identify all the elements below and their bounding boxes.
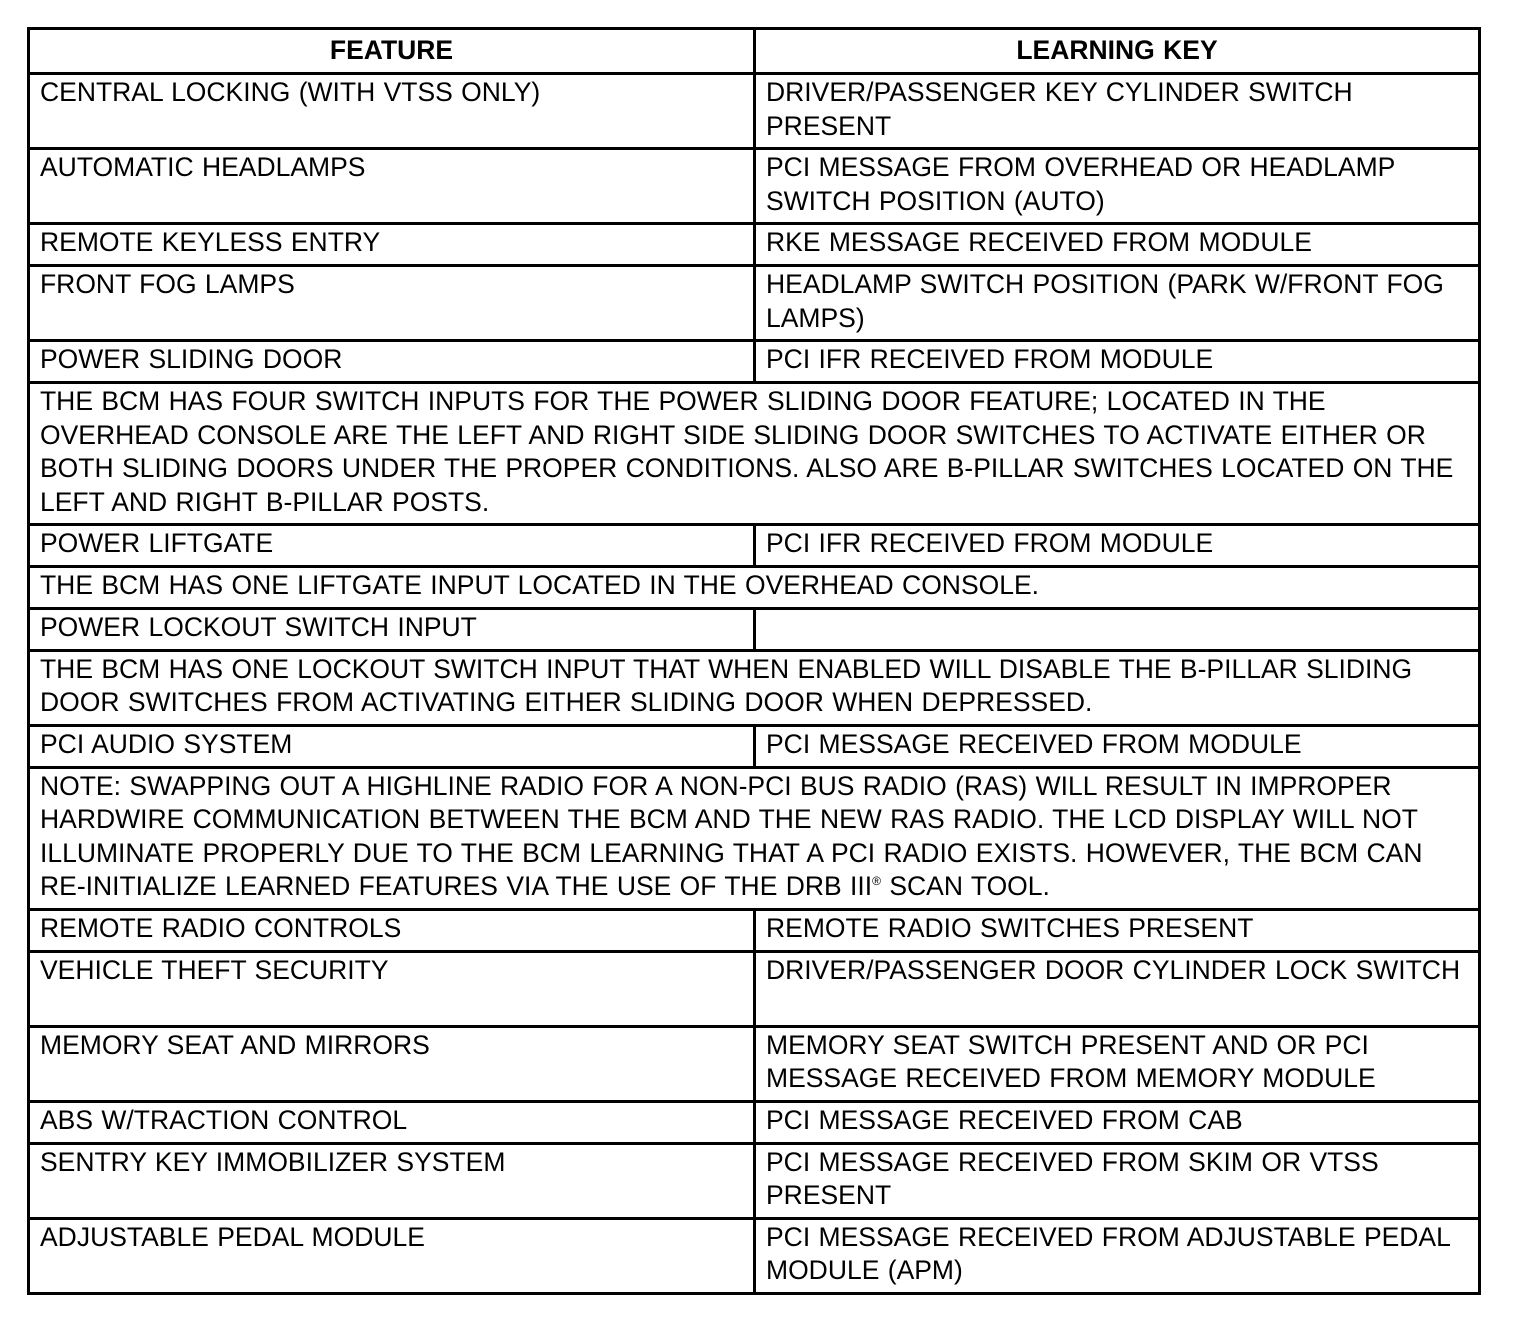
table-note-row [29, 650, 1480, 725]
table-row [29, 525, 1480, 567]
feature-cell: REMOTE RADIO CONTROLS [29, 909, 755, 951]
header-feature: FEATURE [29, 29, 755, 74]
note-cell [29, 767, 1480, 909]
feature-cell: CENTRAL LOCKING (WITH VTSS ONLY) [29, 74, 755, 149]
table-row [29, 74, 1480, 149]
learning-key-cell: PCI MESSAGE RECEIVED FROM SKIM OR VTSS PRESENT [755, 1143, 1480, 1218]
feature-learning-table [27, 27, 1481, 1295]
table-row [29, 1143, 1480, 1218]
table-row [29, 266, 1480, 341]
learning-key-cell: DRIVER/PASSENGER DOOR CYLINDER LOCK SWITCH [755, 951, 1480, 1026]
learning-key-cell: PCI MESSAGE RECEIVED FROM MODULE [755, 725, 1480, 767]
learning-key-cell: PCI IFR RECEIVED FROM MODULE [755, 341, 1480, 383]
note-cell: THE BCM HAS ONE LOCKOUT SWITCH INPUT THAT WHEN ENABLED WILL DISABLE THE B-PILLAR SLIDING DOOR SWITCHES FROM ACTIVATING EITHER SLIDING DOOR WHEN DEPRESSED. [29, 650, 1480, 725]
learning-key-cell: RKE MESSAGE RECEIVED FROM MODULE [755, 224, 1480, 266]
feature-cell: AUTOMATIC HEADLAMPS [29, 149, 755, 224]
feature-cell: VEHICLE THEFT SECURITY [29, 951, 755, 1026]
learning-key-cell: PCI MESSAGE RECEIVED FROM CAB [755, 1101, 1480, 1143]
feature-cell: SENTRY KEY IMMOBILIZER SYSTEM [29, 1143, 755, 1218]
table-row [29, 725, 1480, 767]
feature-cell: POWER LIFTGATE [29, 525, 755, 567]
header-learning-key: LEARNING KEY [755, 29, 1480, 74]
table-row [29, 149, 1480, 224]
note-text-tail: SCAN TOOL. [880, 871, 1050, 901]
feature-cell: ABS W/TRACTION CONTROL [29, 1101, 755, 1143]
table-row [29, 1026, 1480, 1101]
learning-key-cell [755, 608, 1480, 650]
table-note-row [29, 383, 1480, 525]
feature-cell: REMOTE KEYLESS ENTRY [29, 224, 755, 266]
feature-cell: PCI AUDIO SYSTEM [29, 725, 755, 767]
table-header-row [29, 29, 1480, 74]
note-text: NOTE: SWAPPING OUT A HIGHLINE RADIO FOR A NON-PCI BUS RADIO (RAS) WILL RESULT IN IMPROPER HARDWIRE COMMUNICATION BETWEEN THE BCM AND THE NEW RAS RADIO. THE LCD DISPLAY WILL NOT ILLUMINATE PROPERLY DUE TO THE BCM LEARNING THAT A PCI RADIO EXISTS. HOWEVER, THE BCM CAN RE-INITIALIZE LEARNED FEATURES VIA THE USE OF THE DRB III [40, 770, 1423, 901]
learning-key-cell: REMOTE RADIO SWITCHES PRESENT [755, 909, 1480, 951]
table-row [29, 224, 1480, 266]
learning-key-cell: PCI IFR RECEIVED FROM MODULE [755, 525, 1480, 567]
table-note-row [29, 767, 1480, 909]
feature-cell: MEMORY SEAT AND MIRRORS [29, 1026, 755, 1101]
feature-cell: POWER LOCKOUT SWITCH INPUT [29, 608, 755, 650]
note-cell: THE BCM HAS ONE LIFTGATE INPUT LOCATED IN THE OVERHEAD CONSOLE. [29, 567, 1480, 609]
learning-key-cell: DRIVER/PASSENGER KEY CYLINDER SWITCH PRESENT [755, 74, 1480, 149]
table-row [29, 341, 1480, 383]
feature-cell: FRONT FOG LAMPS [29, 266, 755, 341]
table-row [29, 909, 1480, 951]
learning-key-cell: HEADLAMP SWITCH POSITION (PARK W/FRONT FOG LAMPS) [755, 266, 1480, 341]
note-cell: THE BCM HAS FOUR SWITCH INPUTS FOR THE POWER SLIDING DOOR FEATURE; LOCATED IN THE OVERHEAD CONSOLE ARE THE LEFT AND RIGHT SIDE SLIDING DOOR SWITCHES TO ACTIVATE EITHER OR BOTH SLIDING DOORS UNDER THE PROPER CONDITIONS. ALSO ARE B-PILLAR SWITCHES LOCATED ON THE LEFT AND RIGHT B-PILLAR POSTS. [29, 383, 1480, 525]
table-note-row [29, 567, 1480, 609]
table-row [29, 1101, 1480, 1143]
learning-key-cell: PCI MESSAGE RECEIVED FROM ADJUSTABLE PEDAL MODULE (APM) [755, 1218, 1480, 1293]
table-row [29, 608, 1480, 650]
table-row [29, 951, 1480, 1026]
feature-cell: POWER SLIDING DOOR [29, 341, 755, 383]
table-row [29, 1218, 1480, 1293]
feature-cell: ADJUSTABLE PEDAL MODULE [29, 1218, 755, 1293]
learning-key-cell: PCI MESSAGE FROM OVERHEAD OR HEADLAMP SWITCH POSITION (AUTO) [755, 149, 1480, 224]
learning-key-cell: MEMORY SEAT SWITCH PRESENT AND OR PCI MESSAGE RECEIVED FROM MEMORY MODULE [755, 1026, 1480, 1101]
registered-mark: ® [872, 874, 881, 888]
